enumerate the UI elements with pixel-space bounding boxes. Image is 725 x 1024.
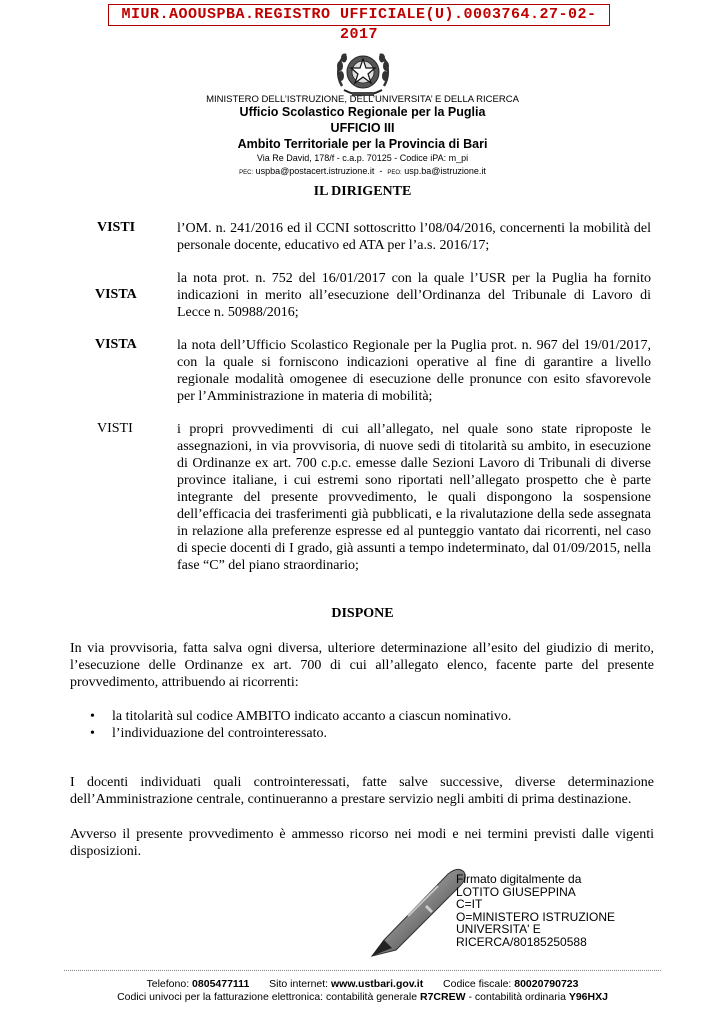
controinteressati-paragraph: I docenti individuati quali controinteressati, fatte salve successive, diverse determinazione dell’Amministrazione centrale, continueranno a prestare servizio negli ambiti di prima destinazione. (70, 775, 654, 807)
office-name: Ufficio Scolastico Regionale per la Puglia (239, 105, 486, 119)
fountain-pen-signature-icon (368, 866, 468, 960)
premise-label: VISTA (95, 337, 137, 352)
list-item (90, 725, 650, 742)
billing-code-ordinary: Y96HXJ (568, 991, 608, 1003)
bullet-text: la titolarità sul codice AMBITO indicato accanto a ciascun nominativo. (112, 709, 512, 724)
phone-label: Telefono: (146, 978, 190, 990)
contact-emails (0, 166, 725, 176)
premise-text: la nota dell’Ufficio Scolastico Regionale per la Puglia prot. n. 967 del 19/01/2017, con la quale si forniscono indicazioni operative al fine di garantire a livello regionale modalità omogenee di esecuzione delle pronunce con esito sfavorevole per l’Amministrazione in materia di mobilità; (177, 338, 651, 404)
premise-text: i propri provvedimenti di cui all’allegato, nel quale sono state riproposte le assegnazioni, in via provvisoria, di nuove sedi di titolarità su ambito, in esecuzione di Ordinanze ex art. 700 c.p.c. emesse dalle Sezioni Lavoro di Tribunali di diverse province italiane, i cui estremi sono riportati nell’allegato prospetto che è parte integrante del presente provvedimento, le quali dispongono la sospensione dell’efficacia dei trasferimenti già pubblicati, e la rivalutazione della sede assegnata in relazione alla preferenze espresse ed al punteggio vantato dai ricorrenti, nel caso di specie docenti di I grado, già assunti a tempo indeterminato, dal 01/09/2015, nella fase “C” del piano straordinario; (177, 422, 651, 573)
premise-label: VISTI (97, 421, 133, 436)
list-item (90, 708, 650, 725)
bullet-icon: • (90, 709, 95, 724)
email-separator: - (379, 166, 383, 176)
area-name: Ambito Territoriale per la Provincia di Bari (237, 137, 488, 151)
dispone-bullet-list (90, 708, 650, 742)
phone-number: 0805477111 (192, 978, 250, 990)
tax-code: 80020790723 (514, 978, 579, 990)
footer-contacts (0, 978, 725, 990)
tax-label: Codice fiscale: (443, 978, 512, 990)
pec-label: PEC: (239, 170, 254, 176)
protocol-stamp: MIUR.AOOUSPBA.REGISTRO UFFICIALE(U).0003764.27-02-2017 (108, 4, 610, 26)
document-title: IL DIRIGENTE (313, 184, 412, 199)
peo-label: PEO: (387, 170, 402, 176)
ministry-name: MINISTERO DELL’ISTRUZIONE, DELL’UNIVERSITA’ E DELLA RICERCA (206, 94, 519, 105)
signature-line: Firmato digitalmente da (456, 872, 582, 886)
footer-billing (0, 991, 725, 1003)
premise-label: VISTI (97, 220, 136, 235)
footer-divider (64, 970, 661, 971)
peo-email[interactable]: usp.ba@istruzione.it (404, 166, 486, 176)
dispone-heading: DISPONE (331, 606, 394, 621)
digital-signature (456, 873, 656, 948)
billing-text: Codici univoci per la fatturazione elettronica: contabilità generale (117, 991, 418, 1003)
signature-line: RICERCA/80185250588 (456, 934, 587, 949)
office-address: Via Re David, 178/f - c.a.p. 70125 - Codice iPA: m_pi (256, 153, 469, 163)
billing-separator: - contabilità ordinaria (468, 991, 566, 1003)
dispone-intro: In via provvisoria, fatta salva ogni diversa, ulteriore determinazione all’esito del giudizio di merito, l’esecuzione delle Ordinanze ex art. 700 di cui all’allegato elenco, facente parte del presente provvedimento, attribuendo ai ricorrenti: (70, 641, 654, 690)
signature-line: UNIVERSITA' E (456, 922, 541, 936)
premise-text: la nota prot. n. 752 del 16/01/2017 con la quale l’USR per la Puglia ha fornito indicazioni in merito all’esecuzione dell’Ordinanza del Tribunale di Lavoro di Lecce n. 50988/2016; (177, 271, 651, 320)
unit-name: UFFICIO III (330, 121, 395, 135)
signature-line: C=IT (456, 897, 483, 911)
premise-label: VISTA (95, 287, 137, 302)
pec-email[interactable]: uspba@postacert.istruzione.it (255, 166, 375, 176)
ricorso-paragraph: Avverso il presente provvedimento è ammesso ricorso nei modi e nei termini previsti dalle vigenti disposizioni. (70, 827, 654, 859)
signature-line: O=MINISTERO ISTRUZIONE (456, 909, 616, 924)
bullet-icon: • (90, 726, 95, 741)
signature-line: LOTITO GIUSEPPINA (456, 884, 576, 899)
premise-text: l’OM. n. 241/2016 ed il CCNI sottoscritto l’08/04/2016, concernenti la mobilità del personale docente, educativo ed ATA per l’a.s. 2016/17; (177, 221, 651, 253)
bullet-text: l’individuazione del controinteressato. (112, 726, 327, 741)
billing-code-general: R7CREW (420, 991, 466, 1003)
site-label: Sito internet: (269, 978, 329, 990)
site-link[interactable]: www.ustbari.gov.it (331, 978, 424, 990)
